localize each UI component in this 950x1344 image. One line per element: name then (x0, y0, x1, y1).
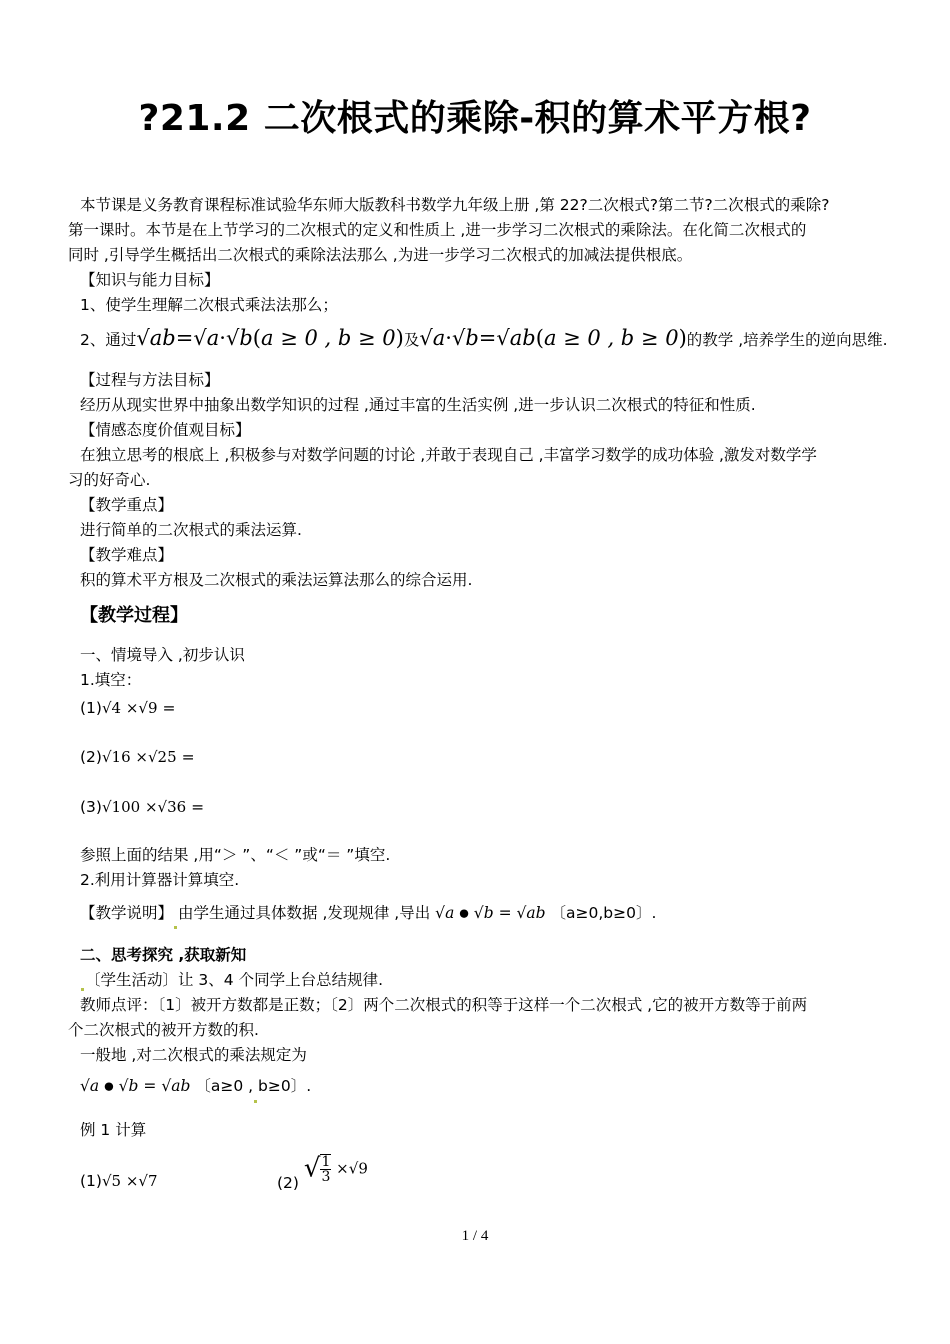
example-label: 例 1 计算 (80, 1121, 147, 1139)
process-heading: 【过程与方法目标】 (80, 371, 220, 389)
question-3: (3)√100 ×√36 = (80, 798, 205, 816)
question-1: (1)√4 ×√9 = (80, 699, 176, 717)
example-part-1-radicand-a: 5 (111, 1172, 122, 1190)
calculator-instruction: 2.利用计算器计算填空. (80, 871, 240, 889)
rule-statement: 一般地 ,对二次根式的乘法规定为 (80, 1046, 307, 1064)
knowledge-item-2 (80, 318, 888, 358)
difficulty-heading: 【教学难点】 (80, 546, 174, 564)
teaching-note-text: 由学生通过具体数据 ,发现规律 ,导出 (178, 904, 431, 922)
knowledge-heading: 【知识与能力目标】 (80, 271, 220, 289)
question-2-equals: = (181, 748, 195, 766)
teaching-note (80, 898, 656, 928)
item2-prefix: 2、通过 (80, 331, 137, 349)
formula-1-cond: a ≥ 0 , b ≥ 0 (261, 326, 396, 350)
formula-1: √ab=√a·√b(a ≥ 0 , b ≥ 0) (136, 326, 404, 350)
item2-mid: 及 (403, 331, 420, 349)
student-activity (80, 969, 383, 991)
comment-marker-3 (254, 1100, 257, 1103)
intro-line-2: 第一课时。本节是在上节学习的二次根式的定义和性质上 ,进一步学习二次根式的乘除法。在化简二次根式的 (68, 221, 807, 239)
emotion-heading: 【情感态度价值观目标】 (80, 421, 251, 439)
example-part-2-label: (2) (277, 1173, 299, 1192)
question-2: (2)√16 ×√25 = (80, 748, 195, 766)
example-part-1-label: (1) (80, 1172, 102, 1190)
example-part-2-denominator: 3 (321, 1168, 331, 1185)
question-2-label: (2) (80, 748, 102, 766)
item2-suffix: 的教学 ,培养学生的逆向思维. (686, 331, 888, 349)
page-number: 1 / 4 (461, 1228, 489, 1244)
example-part-1-radicand-b: 7 (147, 1172, 158, 1190)
rule-cond-b: b≥0〕. (258, 1077, 312, 1095)
section-2-heading: 二、思考探究 ,获取新知 (80, 946, 247, 964)
compare-instruction: 参照上面的结果 ,用“＞ ”、“＜ ”或“＝ ”填空. (80, 846, 391, 864)
rule-formula (80, 1070, 311, 1102)
page-title: ?21.2 二次根式的乘除-积的算术平方根? (138, 98, 812, 139)
question-1-equals: = (162, 699, 176, 717)
question-3-equals: = (191, 798, 205, 816)
question-1-radicand-a: 4 (111, 699, 122, 717)
comment-marker-2 (81, 988, 84, 991)
section-1-heading: 一、情境导入 ,初步认识 (80, 646, 245, 664)
emotion-line-2: 习的好奇心. (68, 471, 151, 489)
rule-formula-math: √a ● √b = √ab (80, 1077, 191, 1095)
knowledge-item-1: 1、使学生理解二次根式乘法法那么； (80, 296, 338, 314)
teaching-note-label: 【教学说明】 (80, 904, 174, 922)
intro-line-3: 同时 ,引导学生概括出二次根式的乘除法法那么 ,为进一步学习二次根式的加减法提供根底。 (68, 246, 693, 264)
emotion-line-1: 在独立思考的根底上 ,积极参与对数学问题的讨论 ,并敢于表现自己 ,丰富学习数学的成功体验 ,激发对数学学 (80, 446, 817, 464)
process-text: 经历从现实世界中抽象出数学知识的过程 ,通过丰富的生活实例 ,进一步认识二次根式的特征和性质. (80, 396, 756, 414)
teacher-comment-1: 教师点评：〔1〕被开方数都是正数；〔2〕两个二次根式的积等于这样一个二次根式 ,它的被开方数等于前两 (80, 996, 808, 1014)
teacher-comment-2: 个二次根式的被开方数的积. (68, 1021, 259, 1039)
example-part-2-numerator: 1 (321, 1153, 331, 1170)
key-point-heading: 【教学重点】 (80, 496, 174, 514)
formula-2-cond: a ≥ 0 , b ≥ 0 (543, 326, 679, 350)
example-part-1: (1)√5 ×√7 (80, 1172, 158, 1190)
example-part-2-fraction (320, 1154, 331, 1184)
formula-2: √a·√b=√ab(a ≥ 0 , b ≥ 0) (419, 326, 687, 350)
question-1-label: (1) (80, 699, 102, 717)
rule-cond-a: 〔a≥0 , (195, 1077, 254, 1095)
question-3-radicand-a: 100 (111, 798, 141, 816)
question-3-radicand-b: 36 (167, 798, 187, 816)
fill-in-label: 1.填空： (80, 671, 142, 689)
comment-marker (174, 926, 177, 929)
teaching-process-heading: 【教学过程】 (80, 605, 188, 626)
question-2-radicand-a: 16 (111, 748, 131, 766)
teaching-note-cond: 〔a≥0,b≥0〕. (550, 904, 657, 922)
difficulty-text: 积的算术平方根及二次根式的乘法运算法那么的综合运用. (80, 571, 473, 589)
question-3-label: (3) (80, 798, 102, 816)
key-point-text: 进行简单的二次根式的乘法运算. (80, 521, 302, 539)
question-1-radicand-b: 9 (147, 699, 158, 717)
intro-line-1: 本节课是义务教育课程标准试验华东师大版教科书数学九年级上册 ,第 22?二次根式?第二节?二次根式的乘除? (80, 196, 830, 214)
example-part-2-radicand-b: 9 (358, 1159, 368, 1178)
question-2-radicand-b: 25 (157, 748, 177, 766)
example-part-2: (2) √ $\frac{1}{3}$ ×√9 (277, 1153, 368, 1192)
teaching-note-formula: √a ● √b = √ab (435, 904, 546, 922)
student-activity-text: 〔学生活动〕让 3、4 个同学上台总结规律. (85, 971, 384, 989)
